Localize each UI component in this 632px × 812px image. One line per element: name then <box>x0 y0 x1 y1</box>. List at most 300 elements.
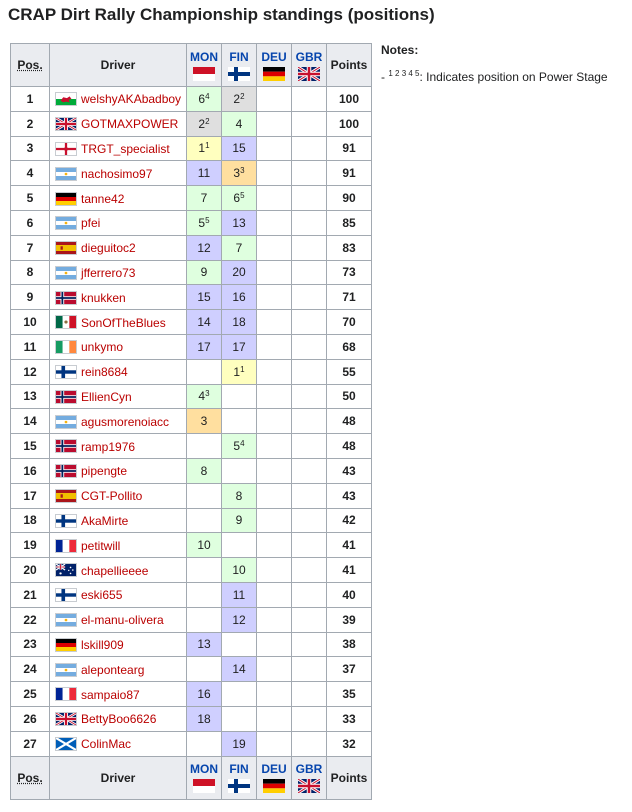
result-cell <box>187 632 222 657</box>
event-link-fin[interactable]: FIN <box>229 762 249 777</box>
driver-link[interactable]: SonOfTheBlues <box>81 315 166 330</box>
result-cell-empty <box>292 682 327 707</box>
notes-sup: 1 2 3 4 5 <box>388 69 420 78</box>
driver-cell <box>50 632 187 657</box>
driver-cell <box>50 136 187 161</box>
result-value: 15 <box>197 290 211 305</box>
result-cell <box>222 87 257 112</box>
result-cell-empty <box>257 483 292 508</box>
result-cell-empty <box>292 310 327 335</box>
page-title: CRAP Dirt Rally Championship standings (positions) <box>8 5 435 24</box>
table-row <box>11 409 372 434</box>
points-cell: 100 <box>327 111 372 136</box>
driver-cell <box>50 384 187 409</box>
spain-flag-icon <box>55 241 77 255</box>
event-link-gbr[interactable]: GBR <box>295 762 323 777</box>
driver-link[interactable]: lskill909 <box>81 637 124 652</box>
result-value: 12 <box>197 240 211 255</box>
driver-cell <box>50 161 187 186</box>
points-cell: 32 <box>327 731 372 756</box>
position-cell: 19 <box>11 533 50 558</box>
result-cell-empty <box>257 235 292 260</box>
result-cell-empty <box>257 434 292 459</box>
result-value: 9 <box>235 513 243 528</box>
finland-flag-icon <box>228 779 250 793</box>
points-cell: 68 <box>327 334 372 359</box>
table-row <box>11 657 372 682</box>
result-cell <box>222 310 257 335</box>
finland-flag-icon <box>55 365 77 379</box>
footer-driver-header: Driver <box>50 756 187 799</box>
result-value: 15 <box>232 141 246 156</box>
result-cell-empty <box>257 359 292 384</box>
driver-cell <box>50 210 187 235</box>
result-cell <box>222 186 257 211</box>
points-cell: 48 <box>327 409 372 434</box>
driver-cell <box>50 310 187 335</box>
driver-cell <box>50 409 187 434</box>
position-cell: 2 <box>11 111 50 136</box>
argentina-flag-icon <box>55 167 77 181</box>
result-cell <box>187 161 222 186</box>
table-row <box>11 558 372 583</box>
result-value: 17 <box>197 339 211 354</box>
points-cell: 50 <box>327 384 372 409</box>
points-cell: 85 <box>327 210 372 235</box>
result-value: 17 <box>232 339 246 354</box>
result-cell-empty <box>292 260 327 285</box>
result-value: 3 <box>200 414 208 429</box>
table-row <box>11 359 372 384</box>
result-cell-empty <box>292 136 327 161</box>
germany-flag-icon <box>263 67 285 81</box>
driver-link[interactable]: ColinMac <box>81 737 132 752</box>
result-cell <box>222 558 257 583</box>
driver-link[interactable]: el-manu-olivera <box>81 613 164 628</box>
result-cell-empty <box>292 87 327 112</box>
table-row <box>11 607 372 632</box>
points-cell: 33 <box>327 706 372 731</box>
driver-link[interactable]: nachosimo97 <box>81 166 153 181</box>
driver-cell <box>50 111 187 136</box>
points-cell: 37 <box>327 657 372 682</box>
table-header <box>11 44 372 87</box>
points-cell: 91 <box>327 136 372 161</box>
driver-link[interactable]: agusmorenoiacc <box>81 414 170 429</box>
power-stage-position: 1 <box>240 364 245 374</box>
notes-line <box>381 69 608 84</box>
result-value: 12 <box>232 612 246 627</box>
result-cell <box>222 285 257 310</box>
position-cell: 22 <box>11 607 50 632</box>
points-cell: 41 <box>327 558 372 583</box>
footer-points-header: Points <box>327 756 372 799</box>
driver-link[interactable]: tanne42 <box>81 191 125 206</box>
points-cell: 39 <box>327 607 372 632</box>
result-cell-empty <box>292 483 327 508</box>
driver-cell <box>50 260 187 285</box>
result-cell <box>222 359 257 384</box>
result-value: 8 <box>235 488 243 503</box>
table-row <box>11 334 372 359</box>
monaco-flag-icon <box>193 67 215 81</box>
result-cell-empty <box>187 657 222 682</box>
header-driver-header: Driver <box>50 44 187 87</box>
driver-link[interactable]: CGT-Pollito <box>81 489 143 504</box>
power-stage-position: 4 <box>240 439 245 449</box>
driver-link[interactable]: pfei <box>81 216 101 231</box>
driver-link[interactable]: rein8684 <box>81 365 128 380</box>
norway-flag-icon <box>55 291 77 305</box>
result-cell <box>187 458 222 483</box>
argentina-flag-icon <box>55 415 77 429</box>
result-value: 4 <box>198 389 206 404</box>
position-cell: 17 <box>11 483 50 508</box>
driver-link[interactable]: petitwill <box>81 538 121 553</box>
result-value: 13 <box>232 215 246 230</box>
result-value: 7 <box>235 240 243 255</box>
table-row <box>11 682 372 707</box>
result-cell-empty <box>292 582 327 607</box>
finland-flag-icon <box>55 514 77 528</box>
position-cell: 14 <box>11 409 50 434</box>
result-cell-empty <box>257 285 292 310</box>
points-cell: 55 <box>327 359 372 384</box>
table-row <box>11 508 372 533</box>
result-value: 16 <box>232 290 246 305</box>
header-event-deu <box>257 44 292 87</box>
result-cell-empty <box>292 285 327 310</box>
result-cell <box>187 210 222 235</box>
result-cell-empty <box>257 632 292 657</box>
table-row <box>11 111 372 136</box>
result-cell-empty <box>222 533 257 558</box>
result-cell <box>222 111 257 136</box>
result-cell-empty <box>292 409 327 434</box>
result-cell-empty <box>222 384 257 409</box>
position-cell: 4 <box>11 161 50 186</box>
table-row <box>11 210 372 235</box>
result-cell-empty <box>292 558 327 583</box>
result-cell-empty <box>187 359 222 384</box>
points-cell: 70 <box>327 310 372 335</box>
driver-link[interactable]: TRGT_specialist <box>81 141 170 156</box>
driver-link[interactable]: BettyBoo6626 <box>81 712 157 727</box>
result-cell <box>222 161 257 186</box>
result-cell-empty <box>292 359 327 384</box>
result-cell-empty <box>222 409 257 434</box>
result-cell-empty <box>292 334 327 359</box>
position-cell: 16 <box>11 458 50 483</box>
result-cell-empty <box>292 657 327 682</box>
position-cell: 11 <box>11 334 50 359</box>
result-value: 20 <box>232 265 246 280</box>
header-event-gbr <box>292 44 327 87</box>
result-cell-empty <box>257 111 292 136</box>
points-cell: 43 <box>327 483 372 508</box>
result-cell-empty <box>187 582 222 607</box>
result-value: 5 <box>198 215 206 230</box>
united-kingdom-flag-icon <box>298 779 320 793</box>
result-cell-empty <box>222 706 257 731</box>
driver-link[interactable]: alepontearg <box>81 662 145 677</box>
footer-event-gbr <box>292 756 327 799</box>
event-link-fin[interactable]: FIN <box>229 49 249 64</box>
result-cell-empty <box>257 682 292 707</box>
result-cell-empty <box>222 458 257 483</box>
points-cell: 71 <box>327 285 372 310</box>
power-stage-position: 4 <box>205 91 210 101</box>
result-cell-empty <box>257 558 292 583</box>
result-value: 10 <box>197 538 211 553</box>
driver-cell <box>50 334 187 359</box>
spain-flag-icon <box>55 489 77 503</box>
germany-flag-icon <box>55 638 77 652</box>
driver-cell <box>50 186 187 211</box>
result-cell-empty <box>257 582 292 607</box>
result-cell <box>187 334 222 359</box>
driver-link[interactable]: welshyAKAbadboy <box>81 92 182 107</box>
result-cell <box>187 235 222 260</box>
driver-cell <box>50 508 187 533</box>
result-value: 6 <box>198 91 206 106</box>
footer-event-fin <box>222 756 257 799</box>
result-cell-empty <box>292 533 327 558</box>
result-cell <box>222 731 257 756</box>
result-cell <box>187 186 222 211</box>
result-cell-empty <box>257 384 292 409</box>
result-cell-empty <box>292 161 327 186</box>
france-flag-icon <box>55 687 77 701</box>
table-row <box>11 384 372 409</box>
result-value: 1 <box>233 364 241 379</box>
driver-cell <box>50 483 187 508</box>
event-link-mon[interactable]: MON <box>190 762 218 777</box>
result-cell <box>222 434 257 459</box>
result-cell-empty <box>292 186 327 211</box>
driver-link[interactable]: EllienCyn <box>81 389 132 404</box>
result-cell-empty <box>292 706 327 731</box>
driver-link[interactable]: pipengte <box>81 464 128 479</box>
result-value: 7 <box>200 191 208 206</box>
result-value: 18 <box>197 711 211 726</box>
position-cell: 5 <box>11 186 50 211</box>
power-stage-position: 3 <box>240 166 245 176</box>
result-cell-empty <box>187 508 222 533</box>
result-value: 11 <box>197 166 211 181</box>
driver-link[interactable]: dieguitoc2 <box>81 241 136 256</box>
footer-event-mon <box>187 756 222 799</box>
driver-link[interactable]: GOTMAXPOWER <box>81 117 179 132</box>
argentina-flag-icon <box>55 663 77 677</box>
position-cell: 27 <box>11 731 50 756</box>
result-cell <box>222 136 257 161</box>
result-value: 13 <box>197 637 211 652</box>
result-cell-empty <box>257 186 292 211</box>
result-value: 5 <box>233 439 241 454</box>
result-cell <box>187 285 222 310</box>
result-value: 19 <box>232 736 246 751</box>
position-cell: 20 <box>11 558 50 583</box>
power-stage-position: 2 <box>205 116 210 126</box>
united-kingdom-flag-icon <box>55 117 77 131</box>
result-cell-empty <box>292 632 327 657</box>
result-cell <box>187 87 222 112</box>
table-row <box>11 136 372 161</box>
position-cell: 26 <box>11 706 50 731</box>
event-link-gbr[interactable]: GBR <box>295 49 323 64</box>
result-cell-empty <box>292 111 327 136</box>
driver-link[interactable]: knukken <box>81 290 126 305</box>
result-cell-empty <box>187 483 222 508</box>
australia-flag-icon <box>55 563 77 577</box>
driver-cell <box>50 731 187 756</box>
driver-cell <box>50 359 187 384</box>
power-stage-position: 5 <box>205 215 210 225</box>
result-cell <box>222 334 257 359</box>
result-value: 11 <box>232 587 246 602</box>
result-cell <box>222 607 257 632</box>
driver-cell <box>50 706 187 731</box>
driver-link[interactable]: unkymo <box>81 340 124 355</box>
table-row <box>11 731 372 756</box>
finland-flag-icon <box>228 67 250 81</box>
result-value: 10 <box>232 563 246 578</box>
event-link-deu[interactable]: DEU <box>261 762 287 777</box>
result-cell-empty <box>222 632 257 657</box>
result-value: 14 <box>197 315 211 330</box>
notes-title: Notes: <box>381 43 419 57</box>
driver-link[interactable]: chapellieeee <box>81 563 149 578</box>
header-event-mon <box>187 44 222 87</box>
result-cell <box>187 384 222 409</box>
result-value: 16 <box>197 687 211 702</box>
result-cell-empty <box>187 731 222 756</box>
wales-flag-icon <box>55 92 77 106</box>
driver-link[interactable]: sampaio87 <box>81 687 140 702</box>
driver-cell <box>50 434 187 459</box>
result-cell-empty <box>292 434 327 459</box>
points-cell: 35 <box>327 682 372 707</box>
result-cell-empty <box>257 87 292 112</box>
power-stage-position: 2 <box>240 91 245 101</box>
result-cell-empty <box>292 731 327 756</box>
position-cell: 1 <box>11 87 50 112</box>
table-row <box>11 186 372 211</box>
table-row <box>11 706 372 731</box>
position-cell: 15 <box>11 434 50 459</box>
driver-cell <box>50 607 187 632</box>
result-cell <box>187 136 222 161</box>
power-stage-position: 1 <box>205 141 210 151</box>
points-cell: 48 <box>327 434 372 459</box>
header-event-fin <box>222 44 257 87</box>
footer-event-deu <box>257 756 292 799</box>
result-cell <box>222 260 257 285</box>
northern-ireland-flag-icon <box>55 142 77 156</box>
result-cell-empty <box>257 409 292 434</box>
points-cell: 43 <box>327 458 372 483</box>
result-value: 2 <box>233 91 241 106</box>
result-cell-empty <box>257 334 292 359</box>
result-cell-empty <box>257 161 292 186</box>
table-row <box>11 260 372 285</box>
united-kingdom-flag-icon <box>55 712 77 726</box>
driver-link[interactable]: AkaMirte <box>81 513 129 528</box>
result-cell-empty <box>187 434 222 459</box>
event-link-mon[interactable]: MON <box>190 49 218 64</box>
points-cell: 40 <box>327 582 372 607</box>
result-cell-empty <box>257 731 292 756</box>
points-cell: 91 <box>327 161 372 186</box>
argentina-flag-icon <box>55 613 77 627</box>
driver-link[interactable]: eski655 <box>81 588 123 603</box>
footer-pos-header: Pos. <box>11 756 50 799</box>
result-cell <box>187 260 222 285</box>
position-cell: 23 <box>11 632 50 657</box>
driver-cell <box>50 558 187 583</box>
driver-cell <box>50 657 187 682</box>
driver-cell <box>50 682 187 707</box>
result-cell <box>187 533 222 558</box>
driver-link[interactable]: jfferrero73 <box>81 265 136 280</box>
points-cell: 83 <box>327 235 372 260</box>
position-cell: 9 <box>11 285 50 310</box>
result-cell-empty <box>292 458 327 483</box>
result-cell-empty <box>257 260 292 285</box>
result-cell <box>222 508 257 533</box>
result-value: 6 <box>233 191 241 206</box>
france-flag-icon <box>55 539 77 553</box>
position-cell: 3 <box>11 136 50 161</box>
result-cell <box>222 235 257 260</box>
result-cell-empty <box>292 508 327 533</box>
result-cell-empty <box>292 384 327 409</box>
position-cell: 24 <box>11 657 50 682</box>
position-cell: 12 <box>11 359 50 384</box>
result-cell-empty <box>257 533 292 558</box>
header-points-header: Points <box>327 44 372 87</box>
result-cell <box>187 409 222 434</box>
result-cell <box>222 657 257 682</box>
points-cell: 73 <box>327 260 372 285</box>
driver-link[interactable]: ramp1976 <box>81 439 136 454</box>
result-cell-empty <box>257 210 292 235</box>
points-cell: 42 <box>327 508 372 533</box>
position-cell: 10 <box>11 310 50 335</box>
event-link-deu[interactable]: DEU <box>261 49 287 64</box>
notes-dash: - <box>381 70 385 84</box>
points-cell: 41 <box>327 533 372 558</box>
standings-table <box>10 43 372 800</box>
result-value: 18 <box>232 315 246 330</box>
result-cell <box>187 111 222 136</box>
germany-flag-icon <box>55 192 77 206</box>
table-body <box>11 87 372 757</box>
driver-cell <box>50 582 187 607</box>
notes <box>381 43 608 84</box>
points-cell: 90 <box>327 186 372 211</box>
result-cell <box>222 210 257 235</box>
driver-cell <box>50 458 187 483</box>
result-cell <box>222 582 257 607</box>
table-row <box>11 87 372 112</box>
driver-cell <box>50 87 187 112</box>
points-cell: 100 <box>327 87 372 112</box>
result-cell <box>187 706 222 731</box>
result-cell-empty <box>257 458 292 483</box>
power-stage-position: 3 <box>205 389 210 399</box>
